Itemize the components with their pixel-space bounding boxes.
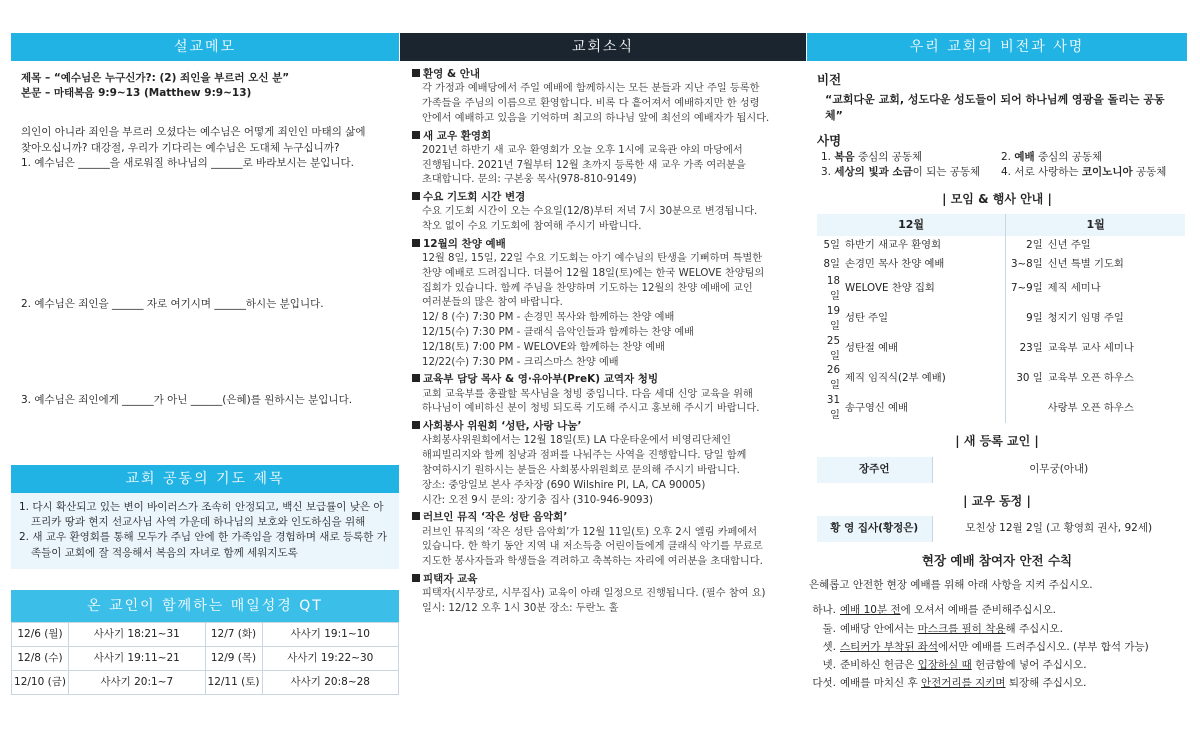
- news-line: 러브인 뮤직의 ‘작은 성탄 음악회’가 12월 11일(토) 오후 2시 엘림 카페에서: [422, 526, 758, 538]
- news-line: 참여하시기 원하시는 분들은 사회봉사위원회로 문의해 주시기 바랍니다.: [422, 464, 740, 476]
- event-date: 30 일: [1006, 363, 1046, 393]
- table-row: [12, 647, 399, 671]
- sermon-memo: [11, 61, 399, 493]
- square-bullet-icon: [412, 192, 420, 200]
- news-list: [400, 61, 806, 617]
- prayer-item: 1. 다시 확산되고 있는 변이 바이러스가 조속히 안정되고, 백신 보급률이 낮은 아프리카 땅과 현지 선교사님 사역 가운데 하나님의 보호와 인도하심을 위해: [19, 501, 384, 529]
- safety-rule-part: 예배를 마치신 후: [840, 677, 922, 690]
- news-section: [422, 372, 798, 417]
- mission-text: 4. 서로 사랑하는: [1001, 166, 1082, 179]
- mission-label: 사명: [817, 133, 842, 148]
- table-row: [817, 304, 1185, 334]
- event-name: 신년 특별 기도회: [1047, 257, 1124, 270]
- member-news-name: 황 영 집사(황정은): [817, 516, 932, 542]
- news-column: [400, 33, 806, 619]
- prayer-header: 교회 공동의 기도 제목: [11, 465, 399, 493]
- table-row: [817, 255, 1185, 274]
- prayer-section: [11, 465, 399, 569]
- church-news-header: 교회소식: [400, 33, 806, 61]
- qt-date: 12/9 (목): [205, 647, 262, 671]
- safety-rule-text: [840, 622, 1063, 637]
- news-section: [422, 237, 798, 370]
- safety-intro: 은혜롭고 안전한 현장 예배를 위해 아래 사항을 지켜 주십시오.: [809, 579, 1093, 592]
- new-member-name: 장주언: [817, 457, 932, 483]
- sermon-question-3: 3. 예수님은 죄인에게 ______가 아닌 ______(은혜)를 원하시는 분입니다.: [21, 394, 353, 406]
- table-row: [817, 363, 1185, 393]
- news-line: 12/ 8 (수) 7:30 PM - 손경민 목사와 함께하는 찬양 예배: [422, 312, 675, 324]
- news-line: 수요 기도회 시간이 오는 수요일(12/8)부터 저녁 7시 30분으로 변경됩니다.: [422, 206, 758, 218]
- square-bullet-icon: [412, 131, 420, 139]
- mission-list: [821, 150, 1177, 180]
- event-date: 5일: [823, 238, 840, 251]
- news-section-title: [412, 572, 798, 587]
- news-line: 12/15(수) 7:30 PM - 클래식 음악인들과 함께하는 찬양 예배: [422, 327, 694, 339]
- event-date: 3~8일: [1006, 255, 1046, 274]
- safety-rules: [809, 578, 1177, 691]
- safety-rule-part: 입장하실 때: [917, 658, 972, 671]
- safety-rule-part: 준비하신 헌금은: [840, 658, 918, 671]
- news-title-text: 교육부 담당 목사 & 영·유아부(PreK) 교역자 청빙: [423, 373, 659, 386]
- event-name: 성탄 주일: [845, 312, 889, 325]
- qt-table: [11, 622, 399, 695]
- news-title-text: 피택자 교육: [423, 572, 478, 585]
- news-line: 2021년 하반기 새 교우 환영회가 오늘 오후 1시에 교육관 야외 마당에서: [422, 144, 743, 156]
- table-row: [817, 457, 1185, 483]
- safety-rule-part: 안전거리를 지키며: [921, 677, 1006, 690]
- safety-rule-number: 넷.: [822, 658, 836, 671]
- vision-header: 우리 교회의 비전과 사명: [807, 33, 1187, 61]
- table-row: [12, 671, 399, 695]
- mission-item: [1001, 150, 1191, 165]
- event-name: 신년 주일: [1047, 238, 1091, 251]
- member-news-detail: 모친상 12월 2일 (고 황영희 권사, 92세): [932, 516, 1185, 542]
- event-name: WELOVE 찬양 집회: [845, 282, 935, 295]
- sermon-intro-1: 의인이 아니라 죄인을 부르러 오셨다는 예수님은 어떻게 죄인인 마태의 삶에: [21, 126, 366, 139]
- news-title-text: 환영 & 안내: [423, 68, 481, 80]
- qt-reading: 사사기 19:1~10: [262, 623, 399, 647]
- event-date: 19일: [826, 304, 840, 332]
- qt-section: [11, 590, 399, 695]
- qt-reading: 사사기 19:11~21: [69, 647, 206, 671]
- events-month-dec: 12월: [817, 214, 1006, 236]
- member-news-table: [817, 516, 1185, 542]
- news-line: 지도한 봉사자들과 학생들을 격려하고 축복하는 자리에 여러분을 초대합니다.: [422, 556, 763, 568]
- safety-rule-number: 셋.: [822, 640, 836, 653]
- news-line: 찬양 예배로 드려집니다. 더불어 12월 18일(토)에는 한국 WELOVE 찬양팀의: [422, 267, 765, 279]
- event-name: 손경민 목사 찬양 예배: [845, 257, 945, 270]
- mission-item: [1001, 165, 1191, 180]
- mission-text: 1.: [821, 151, 835, 164]
- news-line: 안에서 예배하고 있음을 기억하며 최고의 하나님 앞에 최선의 예배자가 됩시다.: [422, 112, 770, 124]
- event-date: 7~9일: [1006, 274, 1046, 304]
- square-bullet-icon: [412, 239, 420, 247]
- news-title-text: 사회봉사 위원회 ‘성탄, 사랑 나눔’: [423, 420, 582, 433]
- news-title-text: 수요 기도회 시간 변경: [423, 191, 526, 204]
- news-section: [422, 129, 798, 189]
- news-section-title: [412, 190, 798, 205]
- news-line: 12월 8일, 15일, 22일 수요 기도회는 아기 예수님의 탄생을 기뻐하며 특별한: [422, 253, 763, 265]
- table-row: [817, 274, 1185, 304]
- news-line: 피택자(시무장로, 시무집사) 교육이 아래 일정으로 진행됩니다. (필수 참여 요): [422, 588, 766, 600]
- mission-item: [821, 150, 1001, 165]
- safety-rule-part: 스티커가 부착된 좌석: [840, 640, 938, 653]
- events-table: [817, 214, 1185, 423]
- news-section-title: [412, 372, 798, 387]
- news-line: 가족들을 주님의 이름으로 환영합니다. 비록 다 흩어져서 예배하지만 한 성령: [422, 98, 760, 109]
- safety-rule-part: 마스크를 필히 착용: [917, 622, 1006, 635]
- safety-rule-text: [840, 603, 1056, 618]
- safety-rule-part: 해 주십시오.: [1005, 622, 1063, 635]
- member-news-heading: | 교우 동정 |: [963, 493, 1031, 508]
- safety-rule: [809, 640, 1177, 655]
- event-date: 31일: [826, 394, 840, 422]
- sermon-question-2: 2. 예수님은 죄인을 ______ 자로 여기시며 ______하시는 분입니다.: [21, 298, 324, 310]
- event-name: 하반기 새교우 환영회: [845, 238, 942, 251]
- qt-reading: 사사기 20:8~28: [262, 671, 399, 695]
- news-line: 사회봉사위원회에서는 12월 18일(토) LA 다운타운에서 비영리단체인: [422, 435, 731, 447]
- mission-text: 공동체: [1132, 166, 1167, 179]
- qt-date: 12/7 (화): [205, 623, 262, 647]
- table-row: [817, 236, 1185, 255]
- safety-rule-part: 퇴장해 주십시오.: [1005, 677, 1087, 690]
- sermon-title: 제목 – “예수님은 누구신가?: (2) 죄인을 부르러 오신 분”: [21, 72, 290, 84]
- table-row: [817, 393, 1185, 423]
- event-name: 사랑부 오픈 하우스: [1047, 401, 1134, 414]
- safety-rule-text: [840, 676, 1087, 691]
- news-line: 집회가 있습니다. 함께 주님을 찬양하며 기도하는 12월의 찬양 예배에 교인: [422, 282, 753, 294]
- events-month-jan: 1월: [1006, 214, 1185, 236]
- mission-text: 이 되는 공동체: [912, 166, 981, 179]
- new-members-heading: | 새 등록 교인 |: [955, 434, 1039, 449]
- square-bullet-icon: [412, 69, 420, 77]
- new-member-detail: 이무궁(아내): [932, 457, 1185, 483]
- table-row: [817, 516, 1185, 542]
- qt-date: 12/11 (토): [205, 671, 262, 695]
- sermon-column: [11, 33, 399, 688]
- safety-rule-part: 에서만 예배를 드려주십시오. (부부 합석 가능): [937, 640, 1149, 653]
- event-date: 8일: [823, 257, 840, 270]
- safety-rule-part: 예배당 안에서는: [840, 622, 918, 635]
- safety-rule-text: [840, 658, 1087, 673]
- news-line: 일시: 12/12 오후 1시 30분 장소: 두란노 홀: [422, 602, 619, 614]
- news-line: 진행됩니다. 2021년 7월부터 12월 초까지 등록한 새 교우 가족 여러분을: [422, 159, 746, 171]
- news-section-title: [412, 237, 798, 252]
- square-bullet-icon: [412, 512, 420, 520]
- mission-text: 중심의 공동체: [1034, 151, 1103, 164]
- sermon-intro-2: 찾아오십니까? 대강절, 우리가 기다리는 예수님은 도대체 누구십니까?: [21, 141, 340, 154]
- news-line: 초대합니다. 문의: 구본웅 목사(978-810-9149): [422, 174, 637, 186]
- safety-rule: [809, 603, 1177, 618]
- news-line: 장소: 중앙일보 본사 주차장 (690 Wilshire Pl, LA, CA 90005): [422, 479, 706, 491]
- safety-rule-part: 에 오셔서 예배를 준비해주십시오.: [900, 604, 1056, 617]
- sermon-memo-header: 설교메모: [11, 33, 399, 61]
- safety-rule-number: 둘.: [822, 622, 836, 635]
- mission-text: 세상의 빛과 소금: [834, 166, 913, 179]
- news-section: [422, 190, 798, 235]
- safety-rule: [809, 658, 1177, 673]
- qt-date: 12/10 (금): [12, 671, 69, 695]
- event-date: 23일: [1006, 334, 1046, 364]
- news-section: [422, 419, 798, 508]
- vision-column: [807, 33, 1187, 694]
- news-section: [422, 572, 798, 617]
- news-line: 교회 교육부를 총괄할 목사님을 청빙 중입니다. 다음 세대 신앙 교육을 위해: [422, 388, 753, 400]
- news-line: 착오 없이 수요 기도회에 참여해 주시기 바랍니다.: [422, 221, 642, 233]
- news-line: 시간: 오전 9시 문의: 장기충 집사 (310-946-9093): [422, 494, 653, 506]
- safety-rule-part: 헌금함에 넣어 주십시오.: [971, 658, 1087, 671]
- qt-header: 온 교인이 함께하는 매일성경 QT: [11, 590, 399, 622]
- news-line: 12/22(수) 7:30 PM - 크리스마스 찬양 예배: [422, 356, 619, 368]
- news-line: 해피빌리지와 함께 침낭과 점퍼를 나눠주는 사역을 진행합니다. 당일 함께: [422, 450, 747, 462]
- vision-statement: “교회다운 교회, 성도다운 성도들이 되어 하나님께 영광을 돌리는 공동체”: [825, 93, 1165, 123]
- event-name: 송구영신 예배: [845, 401, 908, 414]
- mission-text: 2.: [1001, 151, 1015, 164]
- event-name: 청지기 임명 주일: [1047, 312, 1124, 325]
- safety-rule-text: [840, 640, 1149, 655]
- mission-text: 복음: [834, 151, 855, 164]
- event-date: 2일: [1006, 236, 1046, 255]
- prayer-list: [11, 493, 399, 569]
- event-name: 교육부 오픈 하우스: [1047, 371, 1134, 384]
- vision-label: 비전: [817, 72, 842, 87]
- square-bullet-icon: [412, 574, 420, 582]
- news-title-text: 12월의 찬양 예배: [423, 237, 506, 250]
- table-row: [817, 334, 1185, 364]
- news-title-text: 새 교우 환영회: [423, 129, 492, 142]
- mission-text: 예배: [1014, 151, 1035, 164]
- event-name: 제직 임직식(2부 예배): [845, 371, 946, 384]
- news-line: 하나님이 예비하신 분이 청빙 되도록 기도해 주시고 홍보해 주시기 바랍니다.: [422, 403, 760, 415]
- event-date: 9일: [1006, 304, 1046, 334]
- mission-item: [821, 165, 1001, 180]
- mission-text: 코이노니아: [1081, 166, 1133, 179]
- event-date: [1006, 393, 1046, 423]
- square-bullet-icon: [412, 374, 420, 382]
- news-section-title: [412, 129, 798, 144]
- qt-date: 12/8 (수): [12, 647, 69, 671]
- safety-rule: [809, 622, 1177, 637]
- safety-rule: [809, 676, 1177, 691]
- safety-heading: 현장 예배 참여자 안전 수칙: [921, 552, 1073, 568]
- news-section-title: [412, 67, 798, 82]
- safety-rule-number: 하나.: [812, 604, 836, 617]
- news-line: 있습니다. 한 학기 동안 지역 내 저소득층 어린이들에게 클래식 악기를 무료로: [422, 541, 763, 553]
- news-line: 12/18(토) 7:00 PM - WELOVE와 함께하는 찬양 예배: [422, 341, 665, 353]
- event-name: 제직 세미나: [1047, 282, 1101, 295]
- news-section-title: [412, 419, 798, 434]
- qt-reading: 사사기 18:21~31: [69, 623, 206, 647]
- qt-reading: 사사기 20:1~7: [69, 671, 206, 695]
- sermon-scripture: 본문 – 마태복음 9:9~13 (Matthew 9:9~13): [21, 87, 252, 100]
- news-section: [422, 67, 798, 127]
- event-date: 25일: [826, 334, 840, 362]
- event-name: 교육부 교사 세미나: [1047, 342, 1134, 355]
- vision-section: [807, 61, 1187, 691]
- event-date: 26일: [826, 364, 840, 392]
- prayer-item: 2. 새 교우 환영회를 통해 모두가 주님 안에 한 가족임을 경험하며 새로 등록한 가족들이 교회에 잘 적응해서 복음의 자녀로 함께 세워지도록: [19, 531, 387, 559]
- news-section-title: [412, 510, 798, 525]
- news-title-text: 러브인 뮤직 ‘작은 성탄 음악회’: [423, 511, 568, 524]
- event-name: 성탄절 예배: [845, 342, 899, 355]
- qt-reading: 사사기 19:22~30: [262, 647, 399, 671]
- mission-text: 중심의 공동체: [854, 151, 923, 164]
- events-heading: | 모임 & 행사 안내 |: [942, 191, 1052, 206]
- sermon-question-1: 1. 예수님은 ______을 새로워질 하나님의 ______로 바라보시는 분입니다.: [21, 156, 355, 169]
- news-section: [422, 510, 798, 570]
- news-line: 각 가정과 예배당에서 주일 예배에 함께하시는 모든 분들과 지난 주일 등록한: [422, 83, 760, 95]
- qt-date: 12/6 (월): [12, 623, 69, 647]
- square-bullet-icon: [412, 421, 420, 429]
- event-date: 18일: [826, 274, 840, 302]
- table-row: [12, 623, 399, 647]
- new-members-table: [817, 457, 1185, 483]
- news-line: 여러분들의 많은 참여 바랍니다.: [422, 297, 563, 309]
- safety-rule-part: 예배 10분 전: [840, 604, 901, 617]
- mission-text: 3.: [821, 166, 835, 179]
- safety-rule-number: 다섯.: [812, 677, 836, 690]
